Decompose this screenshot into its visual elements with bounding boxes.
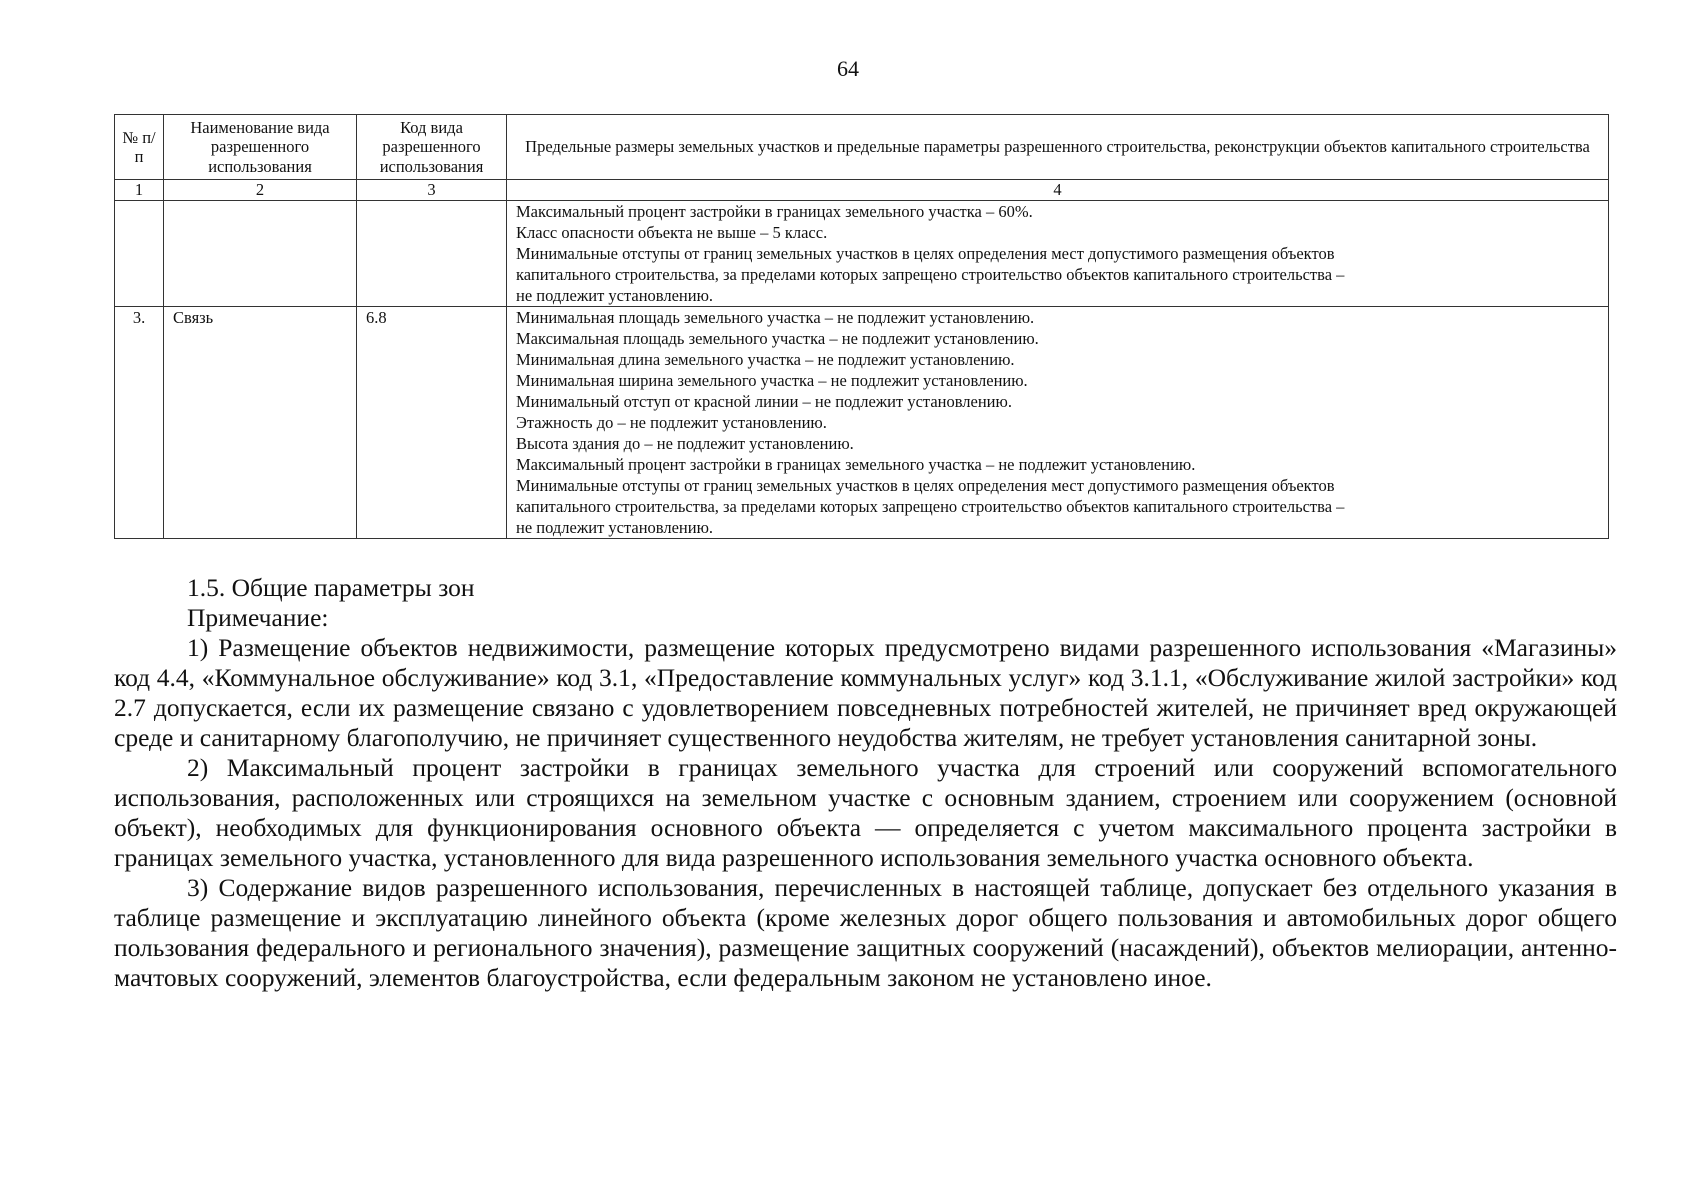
parameter-line: капитального строительства, за пределами которых запрещено строительство объектов капитального строительства – — [516, 497, 1345, 516]
table-row — [115, 307, 1609, 539]
parameter-line: Минимальный отступ от красной линии – не подлежит установлению. — [516, 392, 1012, 411]
column-number: 4 — [507, 180, 1609, 201]
section-heading: 1.5. Общие параметры зон — [187, 573, 475, 602]
parameter-line: Класс опасности объекта не выше – 5 класс. — [516, 223, 828, 242]
table-row — [115, 201, 1609, 307]
parameter-line: Этажность до – не подлежит установлению. — [516, 413, 827, 432]
row-parameters — [507, 307, 1609, 539]
note-paragraph: 1) Размещение объектов недвижимости, размещение которых предусмотрено видами разрешенного использования «Магазины» код 4.4, «Коммунальное обслуживание» код 3.1, «Предоставление коммунальных услуг» код 3.1.1, «Обслуживание жилой застройки» код 2.7 допускается, если их размещение связано с удовлетворением повседневных потребностей жителей, не причиняет вред окружающей среде и санитарному благополучию, не причиняет существенного неудобства жителям, не требует установления санитарной зоны. — [114, 633, 1617, 752]
header-parameters: Предельные размеры земельных участков и предельные параметры разрешенного строительства, реконструкции объектов капитального строительства — [507, 115, 1609, 180]
column-number: 2 — [164, 180, 357, 201]
parameter-line: Максимальный процент застройки в границах земельного участка – не подлежит установлению. — [516, 455, 1196, 474]
page-number: 64 — [837, 56, 859, 81]
column-number: 1 — [115, 180, 164, 201]
row-use-code: 6.8 — [357, 307, 507, 539]
parameter-line: Минимальная ширина земельного участка – не подлежит установлению. — [516, 371, 1028, 390]
parameter-line: не подлежит установлению. — [516, 518, 714, 537]
note-label: Примечание: — [187, 603, 329, 632]
row-number — [115, 201, 164, 307]
note-paragraph: 3) Содержание видов разрешенного использования, перечисленных в настоящей таблице, допускает без отдельного указания в таблице размещение и эксплуатацию линейного объекта (кроме железных дорог общего пользования и автомобильных дорог общего пользования федерального и регионального значения), размещение защитных сооружений (насаждений), объектов мелиорации, антенно-мачтовых сооружений, элементов благоустройства, если федеральным законом не установлено иное. — [114, 873, 1617, 992]
column-number: 3 — [357, 180, 507, 201]
row-use-name — [164, 201, 357, 307]
parameter-line: не подлежит установлению. — [516, 286, 714, 305]
regulations-table — [114, 114, 1609, 539]
parameter-line: капитального строительства, за пределами которых запрещено строительство объектов капитального строительства – — [516, 265, 1345, 284]
row-parameters — [507, 201, 1609, 307]
row-use-code — [357, 201, 507, 307]
parameter-line: Минимальная длина земельного участка – не подлежит установлению. — [516, 350, 1015, 369]
parameter-line: Максимальная площадь земельного участка – не подлежит установлению. — [516, 329, 1039, 348]
table-header-row — [115, 115, 1609, 180]
header-use-code: Код вида разрешенного использования — [357, 115, 507, 180]
row-use-name: Связь — [164, 307, 357, 539]
header-number: № п/п — [115, 115, 164, 180]
header-use-name: Наименование вида разрешенного использования — [164, 115, 357, 180]
note-paragraph: 2) Максимальный процент застройки в границах земельного участка для строений или сооружений вспомогательного использования, расположенных или строящихся на земельном участке с основным зданием, строением или сооружением (основной объект), необходимых для функционирования основного объекта — определяется с учетом максимального процента застройки в границах земельного участка, установленного для вида разрешенного использования земельного участка основного объекта. — [114, 753, 1617, 872]
table-column-numbers-row — [115, 180, 1609, 201]
parameter-line: Минимальная площадь земельного участка – не подлежит установлению. — [516, 308, 1035, 327]
row-number: 3. — [115, 307, 164, 539]
parameter-line: Минимальные отступы от границ земельных участков в целях определения мест допустимого размещения объектов — [516, 476, 1335, 495]
zone-parameters-section — [114, 573, 1617, 993]
parameter-line: Минимальные отступы от границ земельных участков в целях определения мест допустимого размещения объектов — [516, 244, 1335, 263]
parameter-line: Высота здания до – не подлежит установлению. — [516, 434, 854, 453]
parameter-line: Максимальный процент застройки в границах земельного участка – 60%. — [516, 202, 1033, 221]
